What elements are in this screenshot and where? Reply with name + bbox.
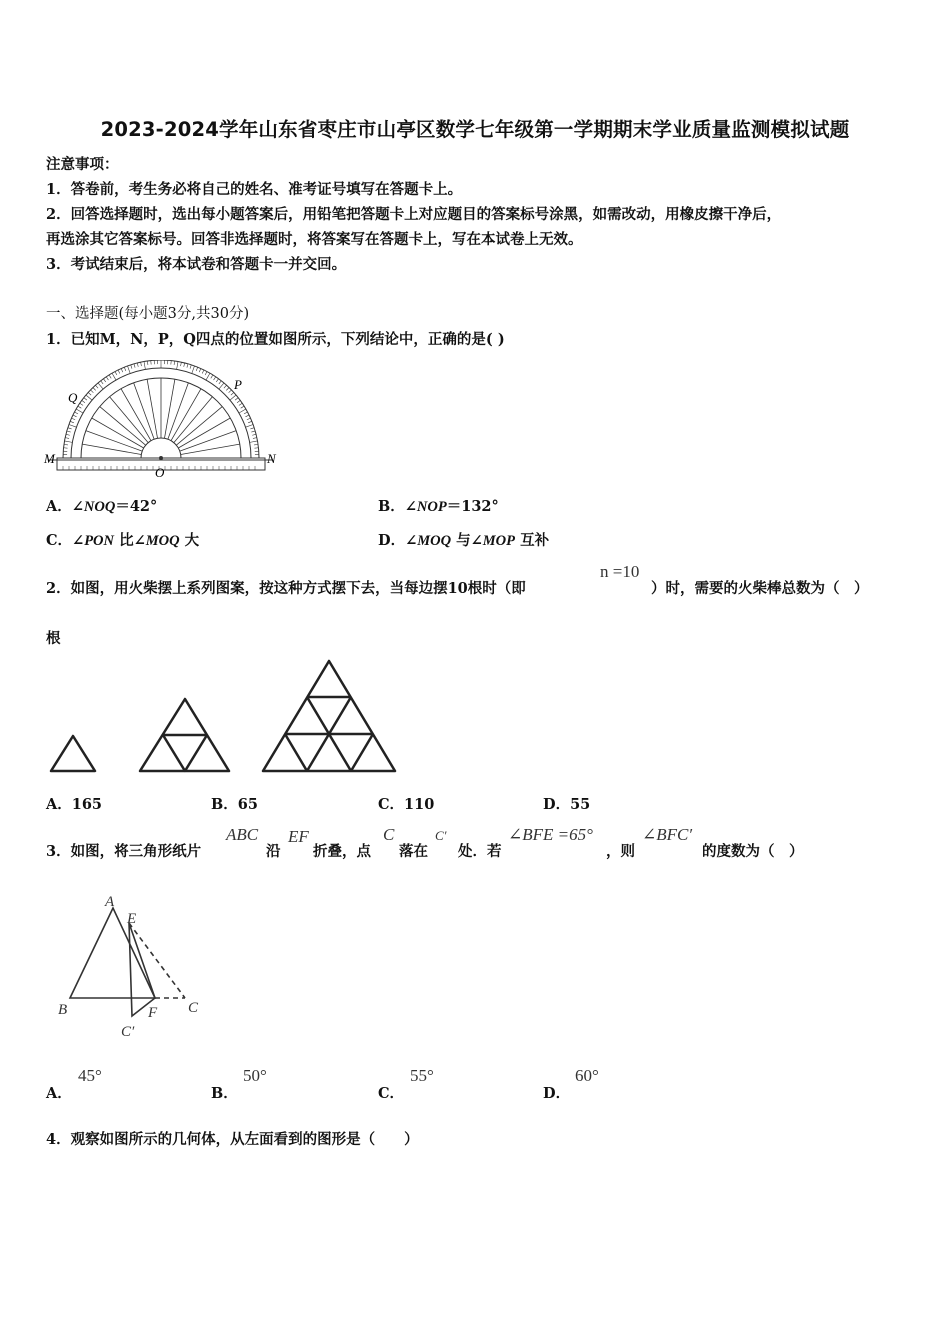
q3-option-c-label[interactable]: C． bbox=[378, 1085, 405, 1102]
q2-option-a[interactable]: A．165 bbox=[46, 796, 103, 813]
label-E: E bbox=[127, 911, 137, 927]
q1-protractor-figure bbox=[40, 360, 290, 480]
q3-stem-a: 3．如图，将三角形纸片 bbox=[46, 843, 202, 860]
q3-math-angle-bfcprime: ∠BFC′ bbox=[642, 825, 693, 844]
q2-option-d[interactable]: D．55 bbox=[543, 796, 591, 813]
q2-stem-b: ）时，需要的火柴棒总数为（ ） bbox=[651, 580, 869, 597]
q2-math-n: n =10 bbox=[600, 562, 640, 581]
q2-matchstick-figure bbox=[45, 655, 405, 780]
label-A: A bbox=[105, 894, 115, 910]
q1-option-a[interactable]: A．∠NOQ＝42° bbox=[46, 498, 158, 515]
q3-option-d-label[interactable]: D． bbox=[543, 1085, 571, 1102]
label-O: O bbox=[155, 465, 165, 480]
q3-stem-e: 处．若 bbox=[458, 843, 502, 860]
q3-math-cprime: C′ bbox=[435, 828, 447, 843]
q3-stem-b: 沿 bbox=[266, 843, 281, 860]
pattern-2-triangles bbox=[140, 699, 229, 771]
q3-folded-triangle-figure bbox=[50, 890, 210, 1045]
q3-stem-c: 折叠，点 bbox=[313, 843, 371, 860]
label-Q: Q bbox=[68, 390, 78, 405]
q3-stem-f: ，则 bbox=[606, 843, 635, 860]
q3-stem-d: 落在 bbox=[399, 843, 428, 860]
q1-stem: 1．已知M，N，P，Q四点的位置如图所示，下列结论中，正确的是( ) bbox=[46, 331, 505, 348]
label-M: M bbox=[44, 451, 55, 466]
page-title: 2023-2024学年山东省枣庄市山亭区数学七年级第一学期期末学业质量监测模拟试题 bbox=[100, 118, 850, 141]
section-heading: 一、选择题(每小题3分,共30分) bbox=[46, 306, 250, 322]
q2-option-b[interactable]: B．65 bbox=[211, 796, 258, 813]
q3-option-a-label[interactable]: A． bbox=[46, 1085, 72, 1102]
q3-math-ef: EF bbox=[288, 827, 309, 846]
label-Cprime: C′ bbox=[121, 1024, 135, 1040]
pattern-1-triangle bbox=[51, 736, 95, 771]
q2-option-c[interactable]: C．110 bbox=[378, 796, 435, 813]
q2-stem-c: 根 bbox=[46, 630, 61, 647]
q1-option-c[interactable]: C．∠PON 比∠MOQ 大 bbox=[46, 532, 200, 549]
q3-math-angle-bfe: ∠BFE =65° bbox=[508, 825, 593, 844]
q3-option-b-label[interactable]: B． bbox=[211, 1085, 238, 1102]
q4-stem: 4．观察如图所示的几何体，从左面看到的图形是（ ） bbox=[46, 1131, 419, 1148]
q3-option-b-value[interactable]: 50° bbox=[243, 1066, 267, 1085]
q1-option-b[interactable]: B．∠NOP＝132° bbox=[378, 498, 499, 515]
label-N: N bbox=[267, 451, 276, 466]
notes-line-3: 3．考试结束后，将本试卷和答题卡一并交回。 bbox=[46, 256, 347, 273]
notes-line-2a: 2．回答选择题时，选出每小题答案后，用铅笔把答题卡上对应题目的答案标号涂黑，如需改动，用橡皮擦干净后， bbox=[46, 206, 782, 223]
notes-line-2b: 再选涂其它答案标号。回答非选择题时，将答案写在答题卡上，写在本试卷上无效。 bbox=[46, 231, 583, 248]
q3-math-c: C bbox=[383, 825, 395, 844]
label-P: P bbox=[234, 377, 242, 392]
label-F: F bbox=[148, 1005, 158, 1021]
q3-option-d-value[interactable]: 60° bbox=[575, 1066, 599, 1085]
q3-option-a-value[interactable]: 45° bbox=[78, 1066, 102, 1085]
notes-line-1: 1．答卷前，考生务必将自己的姓名、准考证号填写在答题卡上。 bbox=[46, 181, 463, 198]
q2-stem-a: 2．如图，用火柴摆上系列图案，按这种方式摆下去，当每边摆10根时（即 bbox=[46, 580, 526, 597]
triangle-abf bbox=[70, 908, 155, 998]
q3-stem-g: 的度数为（ ） bbox=[702, 843, 804, 860]
label-B: B bbox=[58, 1002, 68, 1018]
notes-heading: 注意事项： bbox=[46, 156, 119, 173]
q3-math-abc: ABC bbox=[226, 825, 259, 844]
label-C: C bbox=[188, 1000, 199, 1016]
q1-option-d[interactable]: D．∠MOQ 与∠MOP 互补 bbox=[378, 532, 550, 549]
q3-option-c-value[interactable]: 55° bbox=[410, 1066, 434, 1085]
pattern-3-triangles bbox=[263, 661, 395, 771]
